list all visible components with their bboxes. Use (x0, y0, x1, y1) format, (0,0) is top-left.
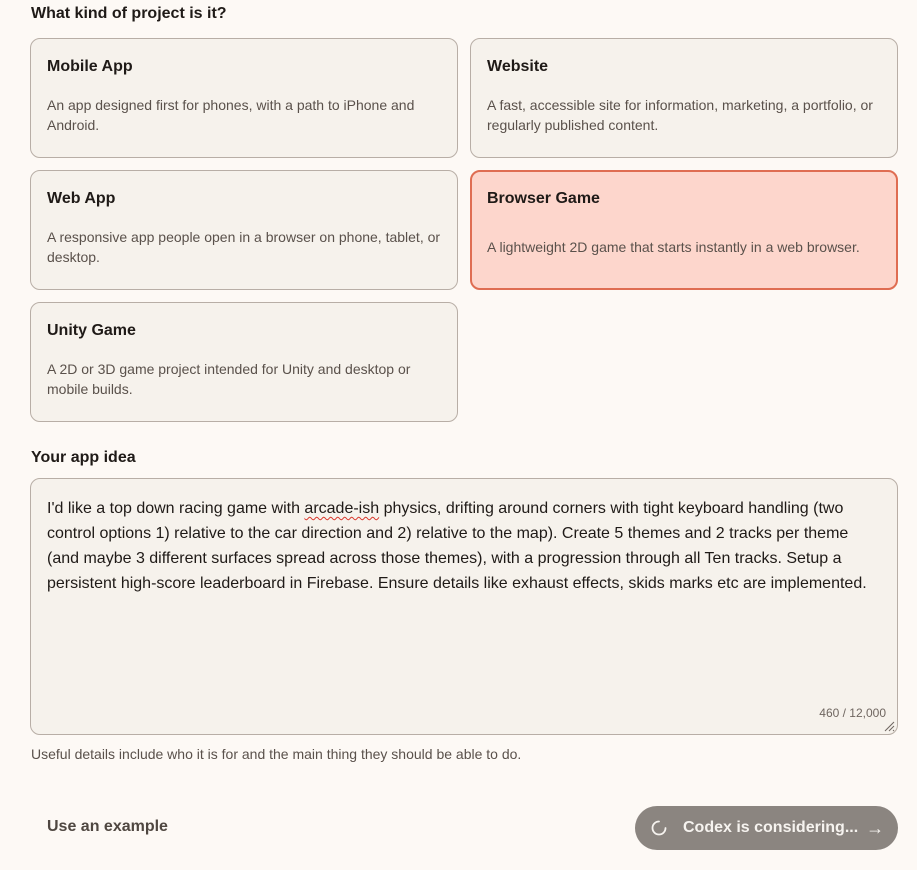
submit-label: Codex is considering... (683, 819, 859, 836)
project-option-title: Web App (47, 190, 116, 207)
project-option-title: Mobile App (47, 58, 133, 75)
arrow-right-icon: → (866, 817, 885, 838)
app-idea-heading: Your app idea (31, 449, 136, 466)
project-option-title: Website (487, 58, 549, 75)
project-type-heading: What kind of project is it? (31, 5, 227, 22)
helper-text: Useful details include who it is for and the main thing they should be able to do. (31, 746, 522, 762)
project-option-browser-game[interactable] (470, 170, 898, 290)
character-counter: 460 / 12,000 (819, 706, 886, 720)
app-idea-textarea[interactable] (30, 478, 898, 735)
project-option-unity-game[interactable] (30, 302, 458, 422)
project-option-title: Browser Game (487, 190, 600, 207)
app-idea-text[interactable] (47, 496, 879, 596)
resize-handle-icon[interactable] (883, 720, 895, 732)
project-option-title: Unity Game (47, 322, 136, 339)
use-example-button[interactable]: Use an example (47, 818, 168, 835)
misspelled-word: arcade-ish (304, 500, 380, 517)
project-option-mobile-app[interactable] (30, 38, 458, 158)
idea-text-before: I'd like a top down racing game with (47, 500, 305, 517)
project-option-web-app[interactable] (30, 170, 458, 290)
spinner-icon (651, 820, 667, 836)
idea-text-after: physics, drifting around corners with tight keyboard handling (two control options 1) relative to the car direction and 2) relative to the map). Create 5 themes and 2 tracks per theme (and maybe 3 different surfaces spread across those themes), with a progression through all Ten tracks. Setup a persistent high-score leaderboard in Firebase. Ensure details like exhaust effects, skids marks etc are implemented. (47, 500, 867, 592)
project-option-description: A fast, accessible site for information, marketing, a portfolio, or regularly published content. (487, 97, 873, 133)
project-option-description: A responsive app people open in a browser on phone, tablet, or desktop. (47, 229, 441, 265)
submit-button[interactable] (635, 806, 898, 850)
project-option-description: A lightweight 2D game that starts instantly in a web browser. (487, 239, 860, 255)
project-option-website[interactable] (470, 38, 898, 158)
project-option-description: An app designed first for phones, with a path to iPhone and Android. (47, 97, 415, 133)
project-option-description: A 2D or 3D game project intended for Unity and desktop or mobile builds. (47, 361, 411, 397)
